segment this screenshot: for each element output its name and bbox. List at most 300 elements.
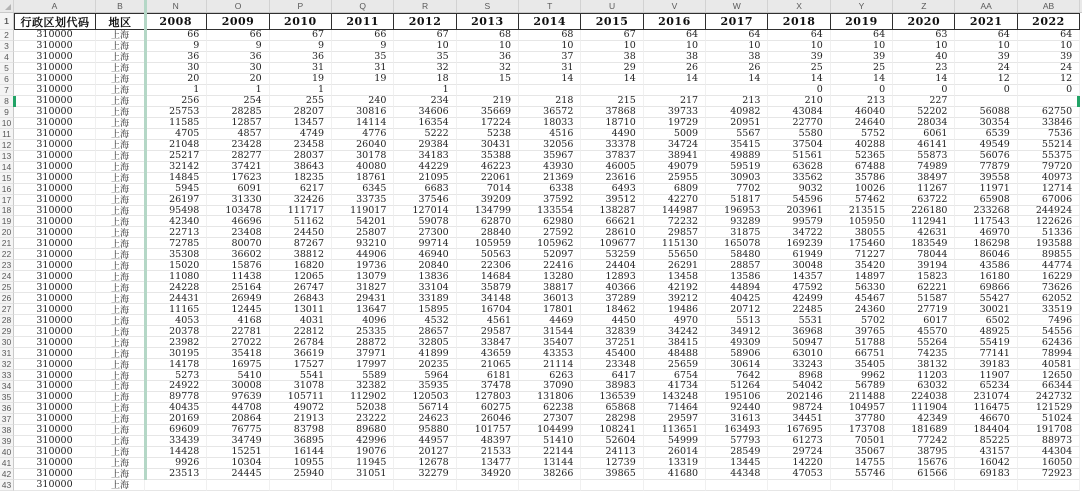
cell-2018[interactable]: 61273 bbox=[768, 436, 830, 447]
cell-2020[interactable]: 46141 bbox=[893, 140, 955, 151]
cell-2013[interactable]: 22306 bbox=[457, 260, 519, 271]
column-header-O[interactable]: O bbox=[207, 0, 269, 12]
cell-2010[interactable]: 67 bbox=[270, 30, 332, 41]
cell-2021[interactable] bbox=[955, 96, 1017, 107]
cell-2020[interactable]: 11267 bbox=[893, 184, 955, 195]
cell-2008[interactable]: 20169 bbox=[145, 414, 207, 425]
cell-2018[interactable]: 33243 bbox=[768, 359, 830, 370]
cell-2021[interactable]: 48925 bbox=[955, 326, 1017, 337]
cell-code[interactable]: 310000 bbox=[14, 129, 96, 140]
cell-2021[interactable]: 64 bbox=[955, 30, 1017, 41]
row-header-36[interactable]: 36 bbox=[0, 403, 14, 414]
cell-2012[interactable]: 20840 bbox=[394, 260, 456, 271]
cell-2019[interactable]: 56789 bbox=[831, 381, 893, 392]
cell-2008[interactable]: 36 bbox=[145, 52, 207, 63]
cell-2018[interactable]: 61949 bbox=[768, 249, 830, 260]
cell-2013[interactable]: 36 bbox=[457, 52, 519, 63]
cell-region[interactable]: 上海 bbox=[96, 315, 145, 326]
cell-2009[interactable]: 5410 bbox=[207, 370, 269, 381]
cell-2019[interactable]: 56330 bbox=[831, 282, 893, 293]
cell-2020[interactable]: 74989 bbox=[893, 162, 955, 173]
cell-code[interactable]: 310000 bbox=[14, 436, 96, 447]
cell-2009[interactable]: 23408 bbox=[207, 227, 269, 238]
cell-2016[interactable]: 54999 bbox=[644, 436, 706, 447]
cell-2015[interactable]: 39512 bbox=[581, 195, 643, 206]
cell-2014[interactable]: 13144 bbox=[519, 458, 581, 469]
cell-2008[interactable]: 35308 bbox=[145, 249, 207, 260]
cell-2015[interactable]: 32839 bbox=[581, 326, 643, 337]
cell-2018[interactable]: 54596 bbox=[768, 195, 830, 206]
cell-2017[interactable]: 196953 bbox=[706, 206, 768, 217]
cell-2017[interactable]: 44348 bbox=[706, 469, 768, 480]
cell-2011[interactable]: 37971 bbox=[332, 348, 394, 359]
cell-2016[interactable]: 25955 bbox=[644, 173, 706, 184]
cell-2008[interactable]: 95498 bbox=[145, 206, 207, 217]
cell-2009[interactable]: 30008 bbox=[207, 381, 269, 392]
cell-2019[interactable]: 45467 bbox=[831, 293, 893, 304]
cell-2010[interactable]: 31078 bbox=[270, 381, 332, 392]
cell-2013[interactable]: 7014 bbox=[457, 184, 519, 195]
cell-2022[interactable]: 244924 bbox=[1018, 206, 1080, 217]
row-header-23[interactable]: 23 bbox=[0, 260, 14, 271]
cell-code[interactable]: 310000 bbox=[14, 63, 96, 74]
cell-2017[interactable]: 14 bbox=[706, 74, 768, 85]
cell-2015[interactable]: 215 bbox=[581, 96, 643, 107]
cell-2020[interactable]: 227 bbox=[893, 96, 955, 107]
cell-region[interactable]: 上海 bbox=[96, 63, 145, 74]
cell-2015[interactable]: 10 bbox=[581, 41, 643, 52]
cell-2009[interactable] bbox=[207, 480, 269, 491]
year-header-2009[interactable]: 2009 bbox=[207, 13, 269, 30]
cell-2008[interactable]: 69609 bbox=[145, 425, 207, 436]
cell-2022[interactable]: 40973 bbox=[1018, 173, 1080, 184]
cell-2010[interactable] bbox=[270, 480, 332, 491]
cell-2010[interactable]: 4749 bbox=[270, 129, 332, 140]
row-header-17[interactable]: 17 bbox=[0, 195, 14, 206]
cell-2022[interactable]: 88973 bbox=[1018, 436, 1080, 447]
cell-2011[interactable]: 4776 bbox=[332, 129, 394, 140]
cell-2010[interactable]: 105711 bbox=[270, 392, 332, 403]
cell-2019[interactable]: 46040 bbox=[831, 107, 893, 118]
cell-2012[interactable]: 24623 bbox=[394, 414, 456, 425]
cell-2010[interactable]: 38812 bbox=[270, 249, 332, 260]
cell-2019[interactable]: 71227 bbox=[831, 249, 893, 260]
cell-2020[interactable]: 63032 bbox=[893, 381, 955, 392]
cell-2010[interactable]: 17527 bbox=[270, 359, 332, 370]
cell-2012[interactable]: 13836 bbox=[394, 271, 456, 282]
cell-2021[interactable]: 117543 bbox=[955, 216, 1017, 227]
cell-2011[interactable]: 33735 bbox=[332, 195, 394, 206]
column-header-Z[interactable]: Z bbox=[893, 0, 955, 12]
cell-region[interactable]: 上海 bbox=[96, 151, 145, 162]
cell-region[interactable]: 上海 bbox=[96, 41, 145, 52]
cell-2013[interactable]: 105959 bbox=[457, 238, 519, 249]
cell-code[interactable]: 310000 bbox=[14, 348, 96, 359]
cell-2018[interactable]: 54042 bbox=[768, 381, 830, 392]
cell-2009[interactable]: 4168 bbox=[207, 315, 269, 326]
cell-2017[interactable]: 195106 bbox=[706, 392, 768, 403]
cell-2021[interactable] bbox=[955, 480, 1017, 491]
cell-2021[interactable]: 6502 bbox=[955, 315, 1017, 326]
cell-2021[interactable]: 16180 bbox=[955, 271, 1017, 282]
cell-2017[interactable]: 7702 bbox=[706, 184, 768, 195]
cell-2012[interactable]: 32 bbox=[394, 63, 456, 74]
cell-2014[interactable]: 38817 bbox=[519, 282, 581, 293]
cell-2013[interactable]: 33847 bbox=[457, 337, 519, 348]
column-header-AB[interactable]: AB bbox=[1018, 0, 1080, 12]
cell-2016[interactable]: 34724 bbox=[644, 140, 706, 151]
cell-2010[interactable]: 13011 bbox=[270, 304, 332, 315]
cell-2009[interactable]: 254 bbox=[207, 96, 269, 107]
cell-region[interactable]: 上海 bbox=[96, 85, 145, 96]
cell-2012[interactable]: 67 bbox=[394, 30, 456, 41]
cell-region[interactable]: 上海 bbox=[96, 304, 145, 315]
cell-region[interactable]: 上海 bbox=[96, 326, 145, 337]
cell-2017[interactable]: 30614 bbox=[706, 359, 768, 370]
cell-2013[interactable]: 127803 bbox=[457, 392, 519, 403]
cell-2009[interactable]: 25164 bbox=[207, 282, 269, 293]
cell-2017[interactable]: 213 bbox=[706, 96, 768, 107]
cell-2011[interactable]: 13079 bbox=[332, 271, 394, 282]
cell-2021[interactable]: 11907 bbox=[955, 370, 1017, 381]
row-header-3[interactable]: 3 bbox=[0, 41, 14, 52]
cell-2021[interactable]: 77141 bbox=[955, 348, 1017, 359]
row-header-29[interactable]: 29 bbox=[0, 326, 14, 337]
cell-2020[interactable]: 42631 bbox=[893, 227, 955, 238]
cell-2013[interactable]: 34148 bbox=[457, 293, 519, 304]
cell-2020[interactable]: 55264 bbox=[893, 337, 955, 348]
cell-2009[interactable]: 22781 bbox=[207, 326, 269, 337]
cell-2012[interactable]: 120503 bbox=[394, 392, 456, 403]
cell-2019[interactable]: 10 bbox=[831, 41, 893, 52]
cell-2021[interactable]: 85225 bbox=[955, 436, 1017, 447]
cell-2017[interactable]: 20951 bbox=[706, 118, 768, 129]
cell-code[interactable]: 310000 bbox=[14, 151, 96, 162]
cell-2022[interactable]: 51024 bbox=[1018, 414, 1080, 425]
cell-2013[interactable]: 101757 bbox=[457, 425, 519, 436]
row-header-12[interactable]: 12 bbox=[0, 140, 14, 151]
cell-code[interactable]: 310000 bbox=[14, 195, 96, 206]
cell-2022[interactable] bbox=[1018, 96, 1080, 107]
cell-2021[interactable]: 233268 bbox=[955, 206, 1017, 217]
cell-2018[interactable]: 43084 bbox=[768, 107, 830, 118]
cell-2011[interactable]: 31827 bbox=[332, 282, 394, 293]
cell-2010[interactable]: 87267 bbox=[270, 238, 332, 249]
cell-2016[interactable]: 143248 bbox=[644, 392, 706, 403]
cell-2022[interactable]: 78994 bbox=[1018, 348, 1080, 359]
row-header-13[interactable]: 13 bbox=[0, 151, 14, 162]
cell-2008[interactable]: 11080 bbox=[145, 271, 207, 282]
cell-2020[interactable]: 15676 bbox=[893, 458, 955, 469]
cell-2014[interactable] bbox=[519, 480, 581, 491]
cell-2015[interactable]: 28610 bbox=[581, 227, 643, 238]
cell-2008[interactable]: 4705 bbox=[145, 129, 207, 140]
cell-2017[interactable]: 92440 bbox=[706, 403, 768, 414]
cell-2015[interactable]: 4450 bbox=[581, 315, 643, 326]
cell-2015[interactable]: 37837 bbox=[581, 151, 643, 162]
cell-2009[interactable]: 36602 bbox=[207, 249, 269, 260]
cell-2017[interactable]: 57793 bbox=[706, 436, 768, 447]
cell-region[interactable]: 上海 bbox=[96, 447, 145, 458]
cell-2009[interactable]: 28285 bbox=[207, 107, 269, 118]
cell-2008[interactable]: 66 bbox=[145, 30, 207, 41]
cell-2009[interactable]: 31330 bbox=[207, 195, 269, 206]
cell-2022[interactable]: 191708 bbox=[1018, 425, 1080, 436]
cell-2016[interactable]: 29857 bbox=[644, 227, 706, 238]
cell-2022[interactable]: 122626 bbox=[1018, 216, 1080, 227]
cell-2010[interactable]: 9 bbox=[270, 41, 332, 52]
cell-2019[interactable]: 40288 bbox=[831, 140, 893, 151]
cell-2009[interactable]: 11438 bbox=[207, 271, 269, 282]
cell-2022[interactable]: 39 bbox=[1018, 52, 1080, 63]
cell-2015[interactable]: 37868 bbox=[581, 107, 643, 118]
cell-2010[interactable]: 83798 bbox=[270, 425, 332, 436]
cell-2021[interactable]: 184404 bbox=[955, 425, 1017, 436]
cell-code[interactable]: 310000 bbox=[14, 216, 96, 227]
cell-2018[interactable]: 33562 bbox=[768, 173, 830, 184]
cell-2010[interactable]: 13457 bbox=[270, 118, 332, 129]
row-header-28[interactable]: 28 bbox=[0, 315, 14, 326]
cell-2020[interactable]: 10 bbox=[893, 41, 955, 52]
cell-2020[interactable]: 38132 bbox=[893, 359, 955, 370]
cell-code[interactable]: 310000 bbox=[14, 271, 96, 282]
cell-2012[interactable]: 44229 bbox=[394, 162, 456, 173]
cell-2019[interactable]: 37780 bbox=[831, 414, 893, 425]
cell-2012[interactable]: 20235 bbox=[394, 359, 456, 370]
cell-2022[interactable]: 12714 bbox=[1018, 184, 1080, 195]
cell-2015[interactable]: 52604 bbox=[581, 436, 643, 447]
row-header-37[interactable]: 37 bbox=[0, 414, 14, 425]
cell-2016[interactable]: 42270 bbox=[644, 195, 706, 206]
cell-2021[interactable]: 46670 bbox=[955, 414, 1017, 425]
cell-2018[interactable]: 169239 bbox=[768, 238, 830, 249]
cell-region[interactable]: 上海 bbox=[96, 403, 145, 414]
cell-2022[interactable]: 66344 bbox=[1018, 381, 1080, 392]
cell-2020[interactable]: 45570 bbox=[893, 326, 955, 337]
cell-2012[interactable]: 234 bbox=[394, 96, 456, 107]
cell-2019[interactable]: 173708 bbox=[831, 425, 893, 436]
cell-2013[interactable]: 29587 bbox=[457, 326, 519, 337]
cell-2009[interactable]: 34749 bbox=[207, 436, 269, 447]
cell-2011[interactable]: 44906 bbox=[332, 249, 394, 260]
cell-2017[interactable]: 5513 bbox=[706, 315, 768, 326]
cell-2022[interactable]: 0 bbox=[1018, 85, 1080, 96]
cell-code[interactable]: 310000 bbox=[14, 447, 96, 458]
cell-2015[interactable]: 18462 bbox=[581, 304, 643, 315]
row-header-42[interactable]: 42 bbox=[0, 469, 14, 480]
cell-region[interactable]: 上海 bbox=[96, 337, 145, 348]
cell-2019[interactable]: 35420 bbox=[831, 260, 893, 271]
cell-2019[interactable]: 66751 bbox=[831, 348, 893, 359]
cell-2015[interactable]: 45400 bbox=[581, 348, 643, 359]
cell-2018[interactable]: 39 bbox=[768, 52, 830, 63]
cell-2014[interactable]: 218 bbox=[519, 96, 581, 107]
cell-2018[interactable]: 63010 bbox=[768, 348, 830, 359]
cell-2009[interactable]: 46696 bbox=[207, 216, 269, 227]
cell-2018[interactable]: 29724 bbox=[768, 447, 830, 458]
cell-2014[interactable]: 104499 bbox=[519, 425, 581, 436]
cell-2009[interactable]: 6091 bbox=[207, 184, 269, 195]
cell-2015[interactable]: 39865 bbox=[581, 469, 643, 480]
cell-region[interactable]: 上海 bbox=[96, 414, 145, 425]
cell-2013[interactable]: 60275 bbox=[457, 403, 519, 414]
cell-2014[interactable]: 14 bbox=[519, 74, 581, 85]
cell-2019[interactable]: 55746 bbox=[831, 469, 893, 480]
cell-2009[interactable]: 23428 bbox=[207, 140, 269, 151]
cell-code[interactable]: 310000 bbox=[14, 30, 96, 41]
cell-2020[interactable]: 63722 bbox=[893, 195, 955, 206]
column-header-U[interactable]: U bbox=[581, 0, 643, 12]
cell-2013[interactable]: 16704 bbox=[457, 304, 519, 315]
cell-region[interactable]: 上海 bbox=[96, 436, 145, 447]
cell-2020[interactable]: 78044 bbox=[893, 249, 955, 260]
year-header-2014[interactable]: 2014 bbox=[519, 13, 581, 30]
cell-2018[interactable]: 167695 bbox=[768, 425, 830, 436]
cell-code[interactable]: 310000 bbox=[14, 315, 96, 326]
cell-2012[interactable]: 35935 bbox=[394, 381, 456, 392]
cell-2008[interactable]: 33439 bbox=[145, 436, 207, 447]
cell-2008[interactable]: 23982 bbox=[145, 337, 207, 348]
row-header-35[interactable]: 35 bbox=[0, 392, 14, 403]
cell-2010[interactable]: 21913 bbox=[270, 414, 332, 425]
cell-2017[interactable]: 13586 bbox=[706, 271, 768, 282]
cell-code[interactable]: 310000 bbox=[14, 107, 96, 118]
cell-2010[interactable]: 25940 bbox=[270, 469, 332, 480]
cell-2012[interactable]: 15895 bbox=[394, 304, 456, 315]
cell-2008[interactable] bbox=[145, 480, 207, 491]
cell-2018[interactable]: 47053 bbox=[768, 469, 830, 480]
cell-2012[interactable]: 20127 bbox=[394, 447, 456, 458]
year-header-2015[interactable]: 2015 bbox=[581, 13, 643, 30]
cell-2018[interactable]: 14357 bbox=[768, 271, 830, 282]
cell-2012[interactable]: 18 bbox=[394, 74, 456, 85]
cell-region[interactable]: 上海 bbox=[96, 282, 145, 293]
cell-2011[interactable]: 6345 bbox=[332, 184, 394, 195]
cell-code[interactable]: 310000 bbox=[14, 403, 96, 414]
cell-2008[interactable]: 14845 bbox=[145, 173, 207, 184]
cell-code[interactable]: 310000 bbox=[14, 206, 96, 217]
cell-2021[interactable]: 43157 bbox=[955, 447, 1017, 458]
cell-2019[interactable]: 175460 bbox=[831, 238, 893, 249]
cell-2014[interactable]: 4516 bbox=[519, 129, 581, 140]
cell-2018[interactable]: 9032 bbox=[768, 184, 830, 195]
cell-2017[interactable]: 35415 bbox=[706, 140, 768, 151]
cell-2010[interactable]: 26784 bbox=[270, 337, 332, 348]
cell-region[interactable]: 上海 bbox=[96, 293, 145, 304]
cell-region[interactable]: 上海 bbox=[96, 216, 145, 227]
cell-2012[interactable]: 34606 bbox=[394, 107, 456, 118]
cell-2016[interactable]: 38941 bbox=[644, 151, 706, 162]
column-header-S[interactable]: S bbox=[457, 0, 519, 12]
cell-2019[interactable] bbox=[831, 480, 893, 491]
cell-2008[interactable]: 30195 bbox=[145, 348, 207, 359]
cell-2008[interactable]: 25217 bbox=[145, 151, 207, 162]
cell-2011[interactable]: 11945 bbox=[332, 458, 394, 469]
cell-2015[interactable]: 23348 bbox=[581, 359, 643, 370]
cell-2017[interactable]: 51817 bbox=[706, 195, 768, 206]
cell-2013[interactable]: 50563 bbox=[457, 249, 519, 260]
cell-2013[interactable] bbox=[457, 85, 519, 96]
cell-2016[interactable]: 41734 bbox=[644, 381, 706, 392]
cell-code[interactable]: 310000 bbox=[14, 41, 96, 52]
cell-2012[interactable]: 16354 bbox=[394, 118, 456, 129]
cell-2012[interactable]: 35 bbox=[394, 52, 456, 63]
cell-region[interactable]: 上海 bbox=[96, 260, 145, 271]
cell-2022[interactable]: 33846 bbox=[1018, 118, 1080, 129]
year-header-2016[interactable]: 2016 bbox=[644, 13, 706, 30]
cell-2018[interactable]: 22770 bbox=[768, 118, 830, 129]
cell-2019[interactable]: 39765 bbox=[831, 326, 893, 337]
column-header-P[interactable]: P bbox=[270, 0, 332, 12]
cell-2016[interactable] bbox=[644, 85, 706, 96]
cell-2015[interactable]: 37289 bbox=[581, 293, 643, 304]
cell-2010[interactable]: 22812 bbox=[270, 326, 332, 337]
cell-2020[interactable]: 55873 bbox=[893, 151, 955, 162]
cell-2014[interactable]: 43930 bbox=[519, 162, 581, 173]
cell-2020[interactable]: 14 bbox=[893, 74, 955, 85]
row-header-25[interactable]: 25 bbox=[0, 282, 14, 293]
row-header-32[interactable]: 32 bbox=[0, 359, 14, 370]
cell-2021[interactable]: 56088 bbox=[955, 107, 1017, 118]
cell-2011[interactable]: 119017 bbox=[332, 206, 394, 217]
cell-2019[interactable]: 9962 bbox=[831, 370, 893, 381]
cell-2011[interactable]: 40080 bbox=[332, 162, 394, 173]
cell-2021[interactable]: 186298 bbox=[955, 238, 1017, 249]
cell-2022[interactable]: 33519 bbox=[1018, 304, 1080, 315]
cell-2014[interactable]: 68 bbox=[519, 30, 581, 41]
cell-2014[interactable]: 31544 bbox=[519, 326, 581, 337]
cell-2022[interactable]: 55214 bbox=[1018, 140, 1080, 151]
cell-2015[interactable]: 66621 bbox=[581, 216, 643, 227]
cell-2016[interactable]: 39212 bbox=[644, 293, 706, 304]
cell-2017[interactable]: 10 bbox=[706, 41, 768, 52]
row-header-30[interactable]: 30 bbox=[0, 337, 14, 348]
cell-2011[interactable]: 13647 bbox=[332, 304, 394, 315]
cell-2013[interactable]: 4561 bbox=[457, 315, 519, 326]
cell-2022[interactable]: 242732 bbox=[1018, 392, 1080, 403]
cell-2022[interactable]: 79720 bbox=[1018, 162, 1080, 173]
cell-2014[interactable]: 22416 bbox=[519, 260, 581, 271]
cell-2008[interactable]: 256 bbox=[145, 96, 207, 107]
cell-2011[interactable]: 28872 bbox=[332, 337, 394, 348]
cell-2011[interactable]: 54201 bbox=[332, 216, 394, 227]
cell-2019[interactable]: 35405 bbox=[831, 359, 893, 370]
cell-2021[interactable]: 30021 bbox=[955, 304, 1017, 315]
cell-2017[interactable]: 38 bbox=[706, 52, 768, 63]
cell-2010[interactable]: 28207 bbox=[270, 107, 332, 118]
cell-2014[interactable]: 18033 bbox=[519, 118, 581, 129]
cell-2014[interactable]: 131806 bbox=[519, 392, 581, 403]
cell-2012[interactable]: 99714 bbox=[394, 238, 456, 249]
row-header-4[interactable]: 4 bbox=[0, 52, 14, 63]
cell-2011[interactable]: 26040 bbox=[332, 140, 394, 151]
cell-2017[interactable]: 49309 bbox=[706, 337, 768, 348]
cell-2015[interactable]: 38 bbox=[581, 52, 643, 63]
cell-2008[interactable]: 24431 bbox=[145, 293, 207, 304]
cell-2018[interactable]: 64 bbox=[768, 30, 830, 41]
cell-2020[interactable]: 42349 bbox=[893, 414, 955, 425]
cell-2008[interactable]: 20378 bbox=[145, 326, 207, 337]
cell-2008[interactable]: 40435 bbox=[145, 403, 207, 414]
cell-code[interactable]: 310000 bbox=[14, 74, 96, 85]
cell-2010[interactable]: 12065 bbox=[270, 271, 332, 282]
cell-region[interactable]: 上海 bbox=[96, 118, 145, 129]
row-header-33[interactable]: 33 bbox=[0, 370, 14, 381]
cell-2019[interactable]: 24640 bbox=[831, 118, 893, 129]
cell-region[interactable]: 上海 bbox=[96, 107, 145, 118]
cell-2012[interactable]: 33104 bbox=[394, 282, 456, 293]
year-header-2012[interactable]: 2012 bbox=[394, 13, 456, 30]
